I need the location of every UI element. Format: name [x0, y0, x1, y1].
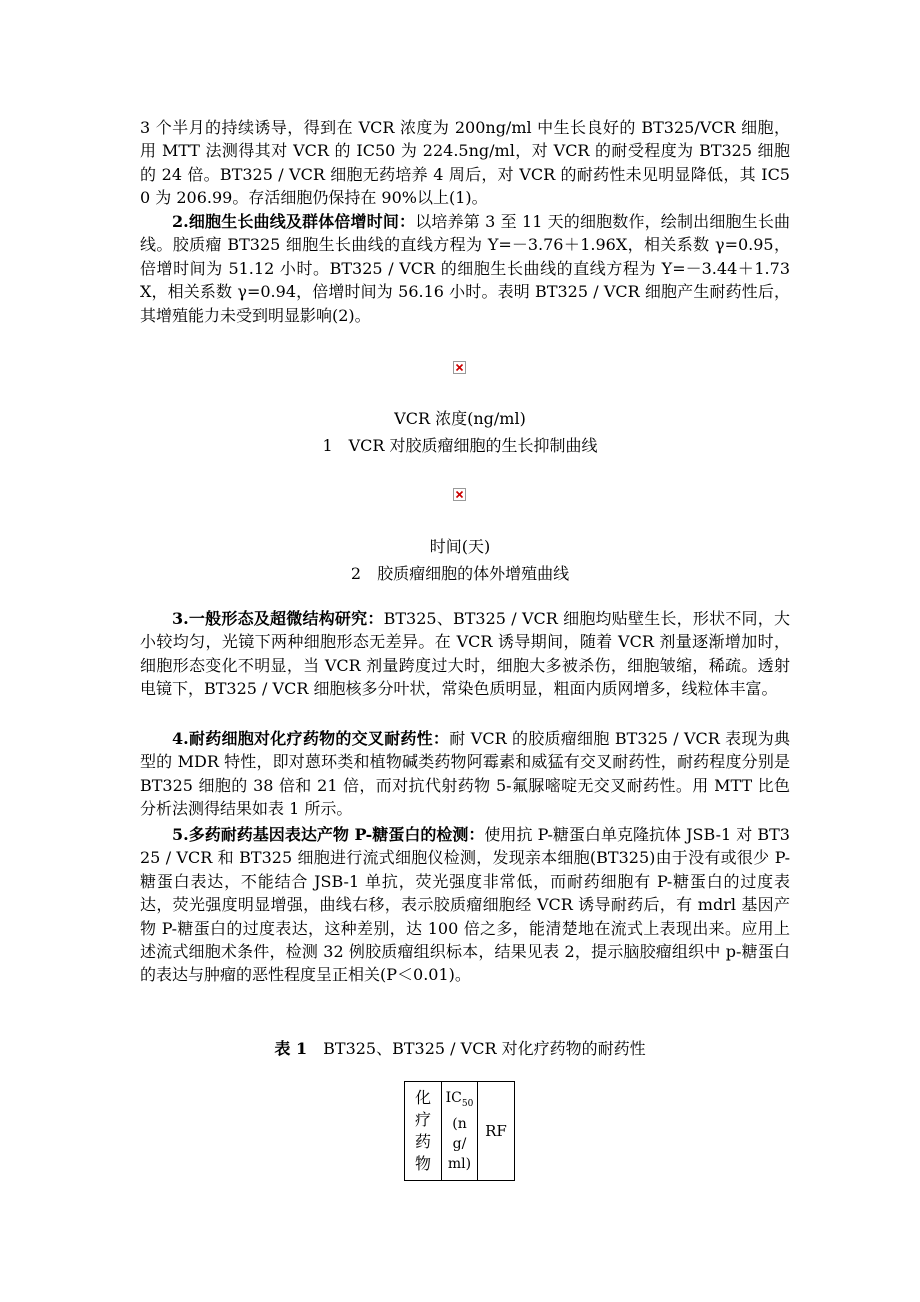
- section-heading-growth-curve: 2.细胞生长曲线及群体倍增时间：: [172, 212, 416, 231]
- section-body-growth-curve: 以培养第 3 至 11 天的细胞数作，绘制出细胞生长曲线。胶质瘤 BT325 细胞生长曲线的直线方程为 Y=－3.76＋1.96X，相关系数 γ=0.95，倍增时间为 51.12 小时。BT325 / VCR 的细胞生长曲线的直线方程为 Y=－3.44＋1.73X，相关系数 γ=0.94，倍增时间为 56.16 小时。表明 BT325 / VCR 细胞产生耐药性后，其增殖能力未受到明显影响(2)。: [140, 212, 790, 325]
- table1-header-drug: [405, 1082, 442, 1181]
- table1-header-drug-text: 化疗药物: [414, 1088, 431, 1173]
- paragraph-morphology: [140, 607, 790, 701]
- table1-ic50-unit: (ng/ml): [447, 1115, 472, 1172]
- figure2-broken-image-icon: [453, 488, 466, 501]
- paragraph-cross-resistance: [140, 727, 790, 821]
- paragraph-vcr-induction: 3 个半月的持续诱导，得到在 VCR 浓度为 200ng/ml 中生长良好的 BT325/VCR 细胞，用 MTT 法测得其对 VCR 的 IC50 为 224.5ng/ml，对 VCR 的耐受程度为 BT325 细胞的 24 倍。BT325 / VCR 细胞无药培养 4 周后，对 VCR 的耐药性未见明显降低，其 IC50 为 206.99。存活细胞仍保持在 90%以上(1)。: [140, 118, 790, 208]
- table1-title: [0, 1038, 920, 1060]
- section-body-cross-resistance: 耐 VCR 的胶质瘤细胞 BT325 / VCR 表现为典型的 MDR 特性，即对蒽环类和植物碱类药物阿霉素和威猛有交叉耐药性，耐药程度分别是 BT325 细胞的 38 倍和 21 倍，而对抗代射药物 5-氟脲嘧啶无交叉耐药性。用 MTT 比色分析法测得结果如表 1 所示。: [140, 729, 790, 819]
- paragraph-p-glycoprotein: [140, 823, 790, 987]
- figure1-caption: 1 VCR 对胶质瘤细胞的生长抑制曲线: [322, 436, 598, 455]
- table1-header-ic50: [442, 1082, 478, 1181]
- figure1-axis-label: VCR 浓度(ng/ml): [394, 409, 526, 428]
- section-heading-morphology: 3.一般形态及超微结构研究：: [172, 609, 384, 628]
- table1-ic50-label: IC: [445, 1090, 462, 1107]
- section-body-p-glycoprotein: 使用抗 P-糖蛋白单克隆抗体 JSB-1 对 BT325 / VCR 和 BT325 细胞进行流式细胞仪检测，发现亲本细胞(BT325)由于没有或很少 P-糖蛋白表达，不能结合 JSB-1 单抗，荧光强度非常低，而耐药细胞有 P-糖蛋白的过度表达，荧光强度明显增强，曲线右移，表示胶质瘤细胞经 VCR 诱导耐药后，有 mdrl 基因产物 P-糖蛋白的过度表达，这种差别，达 100 倍之多，能清楚地在流式上表现出来。应用上述流式细胞术条件，检测 32 例胶质瘤组织标本，结果见表 2，提示脑胶瘤组织中 p-糖蛋白的表达与肿瘤的恶性程度呈正相关(P＜0.01)。: [140, 825, 790, 985]
- figure2-caption: 2 胶质瘤细胞的体外增殖曲线: [350, 564, 570, 583]
- table-row: [405, 1082, 515, 1181]
- paragraph-growth-curve: [140, 210, 790, 327]
- table1-ic50-subscript: 50: [461, 1098, 474, 1109]
- table1-header-rf: RF: [478, 1082, 515, 1181]
- section-heading-cross-resistance: 4.耐药细胞对化疗药物的交叉耐药性：: [172, 729, 450, 748]
- table1-drug-resistance: [404, 1081, 515, 1181]
- figure1-broken-image-icon: [453, 361, 466, 374]
- figure2-axis-label: 时间(天): [429, 537, 491, 556]
- table1-title-text: BT325、BT325 / VCR 对化疗药物的耐药性: [323, 1039, 646, 1058]
- table1-label: 表 1: [274, 1039, 308, 1058]
- section-body-morphology: BT325、BT325 / VCR 细胞均贴壁生长，形状不同，大小较均匀，光镜下两种细胞形态无差异。在 VCR 诱导期间，随着 VCR 剂量逐渐增加时，细胞形态变化不明显，当 VCR 剂量跨度过大时，细胞大多被杀伤，细胞皱缩，稀疏。透射电镜下，BT325 / VCR 细胞核多分叶状，常染色质明显，粗面内质网增多，线粒体丰富。: [140, 609, 790, 699]
- section-heading-p-glycoprotein: 5.多药耐药基因表达产物 P-糖蛋白的检测：: [172, 825, 485, 844]
